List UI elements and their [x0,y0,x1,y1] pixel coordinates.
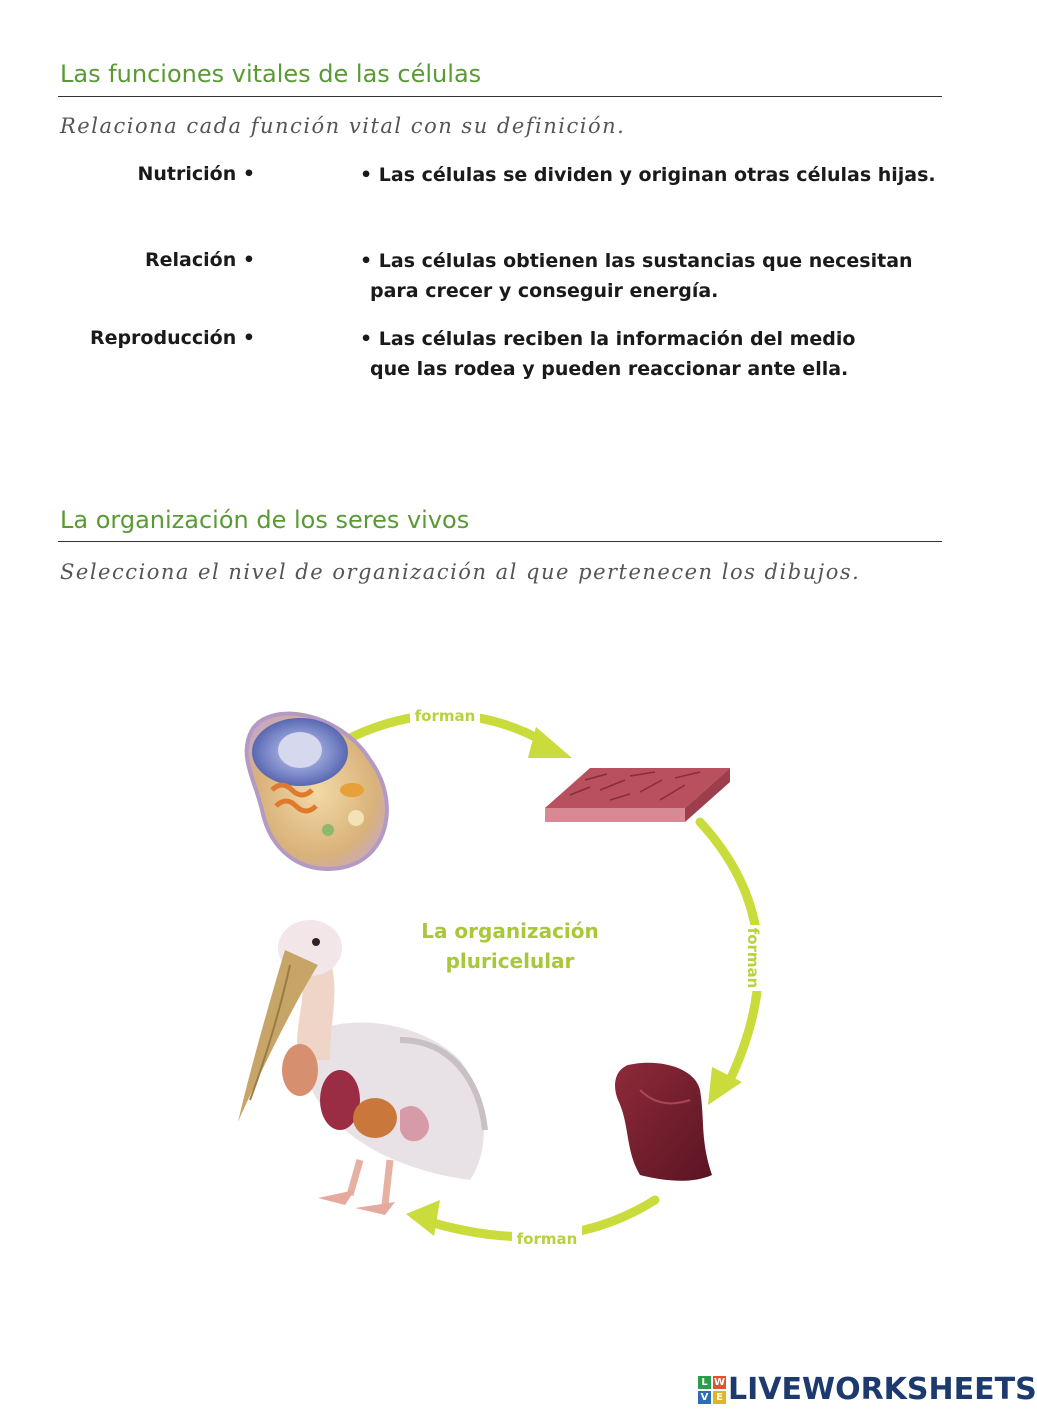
diagram-center-label [400,916,620,976]
definition-1[interactable]: • Las células se dividen y originan otras células hijas. [360,164,936,186]
liveworksheets-badge-icon [698,1376,728,1406]
arrow-label-2: forman [744,927,762,989]
badge-letter: E [713,1391,726,1404]
arrow-label-3: forman [516,1230,578,1248]
term-relacion[interactable]: Relación • [145,249,255,271]
cell-illustration[interactable] [247,714,387,869]
center-label-line1: La organización [421,919,599,943]
instruction-relaciona: Relaciona cada función vital con su definición. [60,114,626,138]
organ-illustration[interactable] [615,1063,712,1181]
center-label-line2: pluricelular [445,949,575,973]
instruction-selecciona: Selecciona el nivel de organización al que pertenecen los dibujos. [60,560,861,584]
liveworksheets-logo[interactable]: LIVEWORKSHEETS [728,1372,1037,1407]
section-title-organizacion: La organización de los seres vivos [60,506,470,534]
term-nutricion[interactable]: Nutrición • [137,163,255,185]
badge-letter: L [698,1376,711,1389]
term-reproduccion[interactable]: Reproducción • [89,327,255,349]
section-title-funciones: Las funciones vitales de las células [60,60,482,88]
badge-letter: W [713,1377,726,1388]
tissue-illustration[interactable] [545,768,730,822]
definition-3[interactable]: • Las células reciben la información del medio que las rodea y pueden reaccionar ante ella. [360,328,856,380]
arrow-label-1: forman [414,707,476,725]
badge-letter: V [698,1391,711,1404]
definition-2[interactable]: • Las células obtienen las sustancias que necesitan para crecer y conseguir energía. [360,250,913,302]
